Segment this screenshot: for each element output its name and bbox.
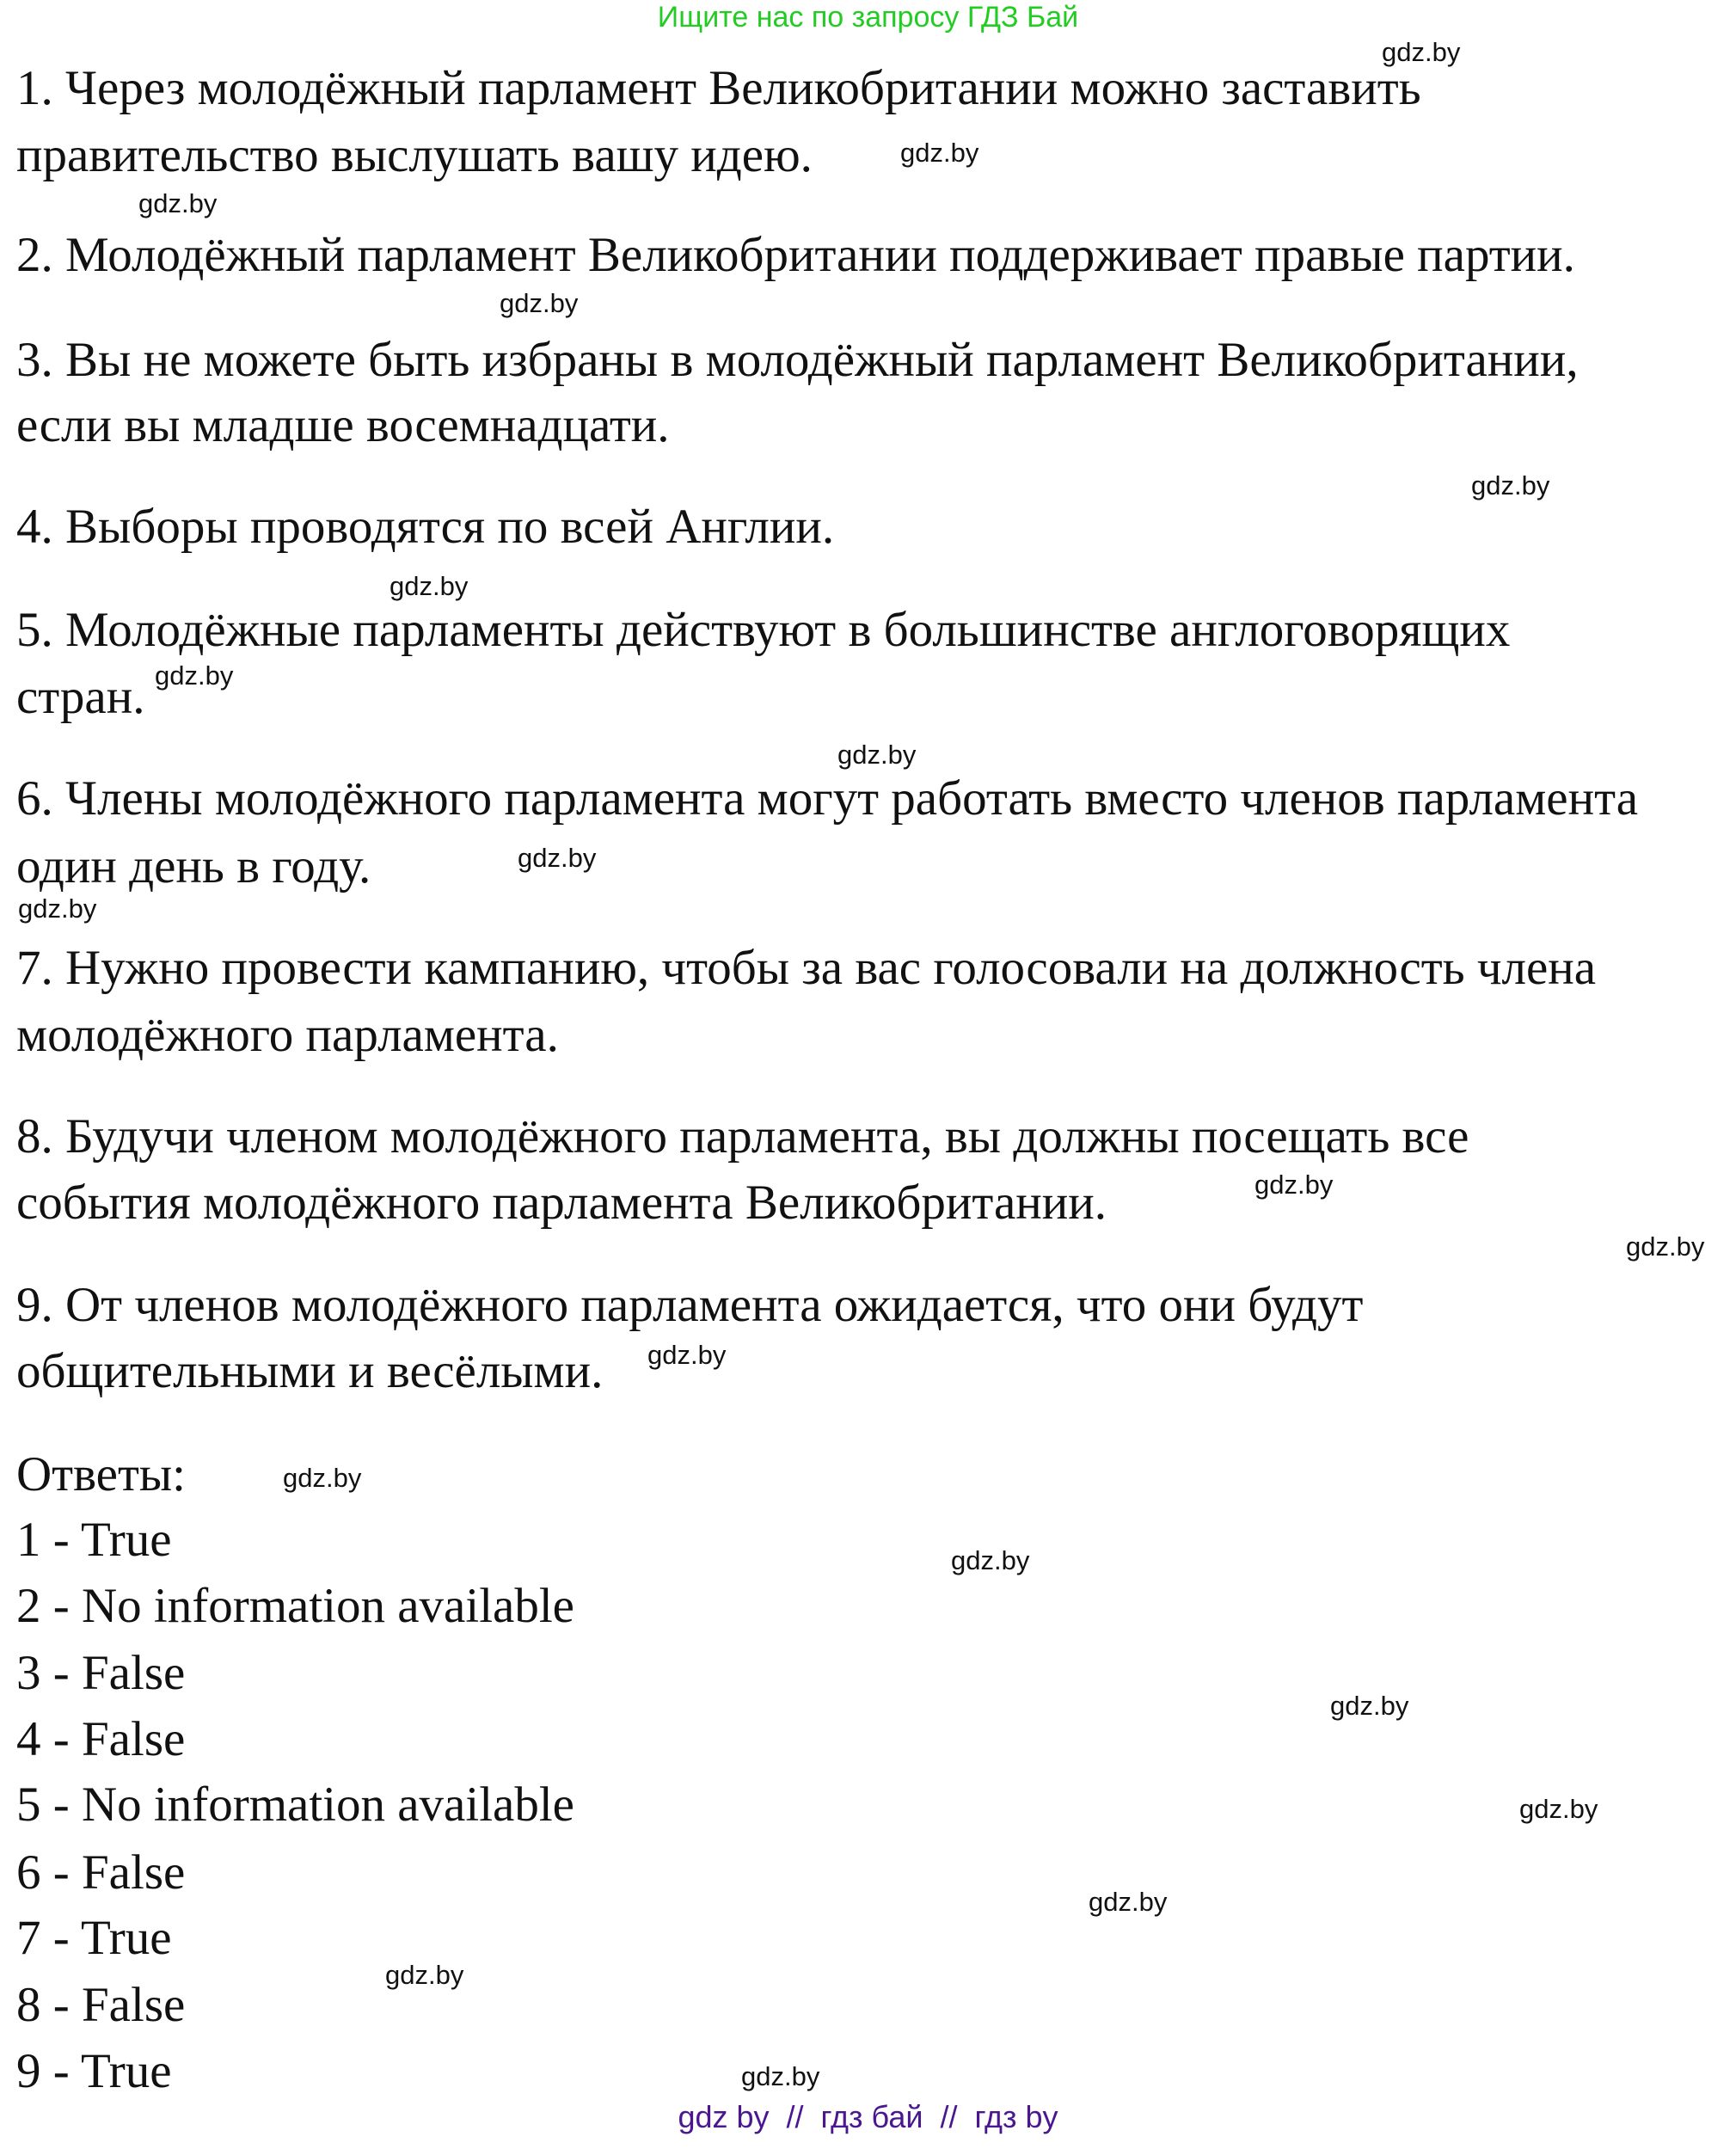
watermark: gdz.by (1330, 1691, 1409, 1721)
question-6-line-1: 6. Члены молодёжного парламента могут работать вместо членов парламента (16, 771, 1639, 826)
watermark: gdz.by (500, 288, 579, 318)
answers-title: Ответы: (16, 1447, 186, 1501)
question-2-line-1: 2. Молодёжный парламент Великобритании поддерживает правые партии. (16, 228, 1575, 282)
answer-6: 6 - False (16, 1845, 186, 1900)
question-7-line-1: 7. Нужно провести кампанию, чтобы за вас голосовали на должность члена (16, 941, 1597, 995)
answer-1: 1 - True (16, 1513, 172, 1567)
watermark: gdz.by (385, 1960, 464, 1990)
watermark: gdz.by (1519, 1794, 1598, 1824)
watermark: gdz.by (390, 571, 469, 601)
question-3-line-2: если вы младше восемнадцати. (16, 398, 670, 452)
watermark: gdz.by (900, 138, 979, 168)
search-hint-header: Ищите нас по запросу ГДЗ Бай (657, 1, 1079, 34)
question-4-line-1: 4. Выборы проводятся по всей Англии. (16, 500, 835, 554)
watermark: gdz.by (155, 660, 234, 691)
answer-7: 7 - True (16, 1911, 172, 1965)
footer-links[interactable]: gdz by // гдз бай // гдз by (678, 2099, 1058, 2134)
watermark: gdz.by (1382, 37, 1461, 67)
answer-5: 5 - No information available (16, 1778, 574, 1832)
question-7-line-2: молодёжного парламента. (16, 1008, 559, 1062)
watermark: gdz.by (138, 188, 218, 218)
question-5-line-1: 5. Молодёжные парламенты действуют в большинстве англоговорящих (16, 603, 1511, 657)
watermark: gdz.by (283, 1463, 362, 1493)
watermark: gdz.by (1626, 1231, 1705, 1262)
question-9-line-1: 9. От членов молодёжного парламента ожидается, что они будут (16, 1278, 1364, 1332)
watermark: gdz.by (18, 893, 97, 924)
question-8-line-2: события молодёжного парламента Великобритании. (16, 1176, 1107, 1230)
watermark: gdz.by (1471, 470, 1550, 500)
answer-8: 8 - False (16, 1978, 186, 2032)
watermark: gdz.by (1089, 1887, 1168, 1917)
watermark: gdz.by (1254, 1170, 1334, 1200)
watermark: gdz.by (837, 740, 917, 770)
question-9-line-2: общительными и весёлыми. (16, 1344, 604, 1398)
answer-3: 3 - False (16, 1646, 186, 1700)
watermark: gdz.by (518, 843, 597, 873)
question-3-line-1: 3. Вы не можете быть избраны в молодёжный парламент Великобритании, (16, 333, 1579, 387)
answer-4: 4 - False (16, 1712, 186, 1766)
question-1-line-2: правительство выслушать вашу идею. (16, 128, 813, 182)
watermark: gdz.by (741, 2061, 820, 2091)
question-8-line-1: 8. Будучи членом молодёжного парламента, вы должны посещать все (16, 1109, 1469, 1164)
answer-2: 2 - No information available (16, 1579, 574, 1633)
answer-9: 9 - True (16, 2044, 172, 2098)
question-5-line-2: стран. (16, 670, 145, 724)
watermark: gdz.by (951, 1545, 1030, 1575)
question-6-line-2: один день в году. (16, 839, 371, 893)
watermark: gdz.by (647, 1340, 727, 1370)
question-1-line-1: 1. Через молодёжный парламент Великобритании можно заставить (16, 61, 1421, 115)
